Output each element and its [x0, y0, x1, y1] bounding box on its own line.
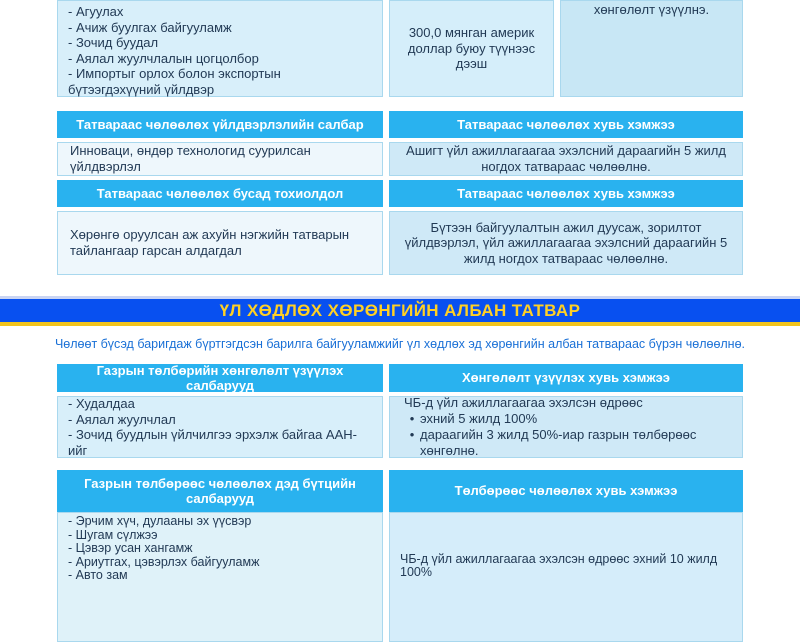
top-table-row [57, 0, 743, 97]
other-header-left: Татвараас чөлөөлөх бусад тохиолдол [57, 180, 383, 207]
list-item: - Ачиж буулгах байгууламж [68, 19, 232, 35]
bullet-text: дараагийн 3 жилд 50%-иар газрын төлбөрөөс хөнгөлнө. [420, 427, 697, 458]
section-note-text: Чөлөөт бүсэд баригдаж бүртгэгдсэн барилга байгууламжийг үл хөдлөх эд хөрөнгийн албан татвараас бүрэн чөлөөлнө. [54, 337, 746, 351]
industry-row-right [389, 142, 743, 176]
land-discount-table-row [57, 396, 743, 458]
other-row-right-text: Бүтээн байгуулалтын ажил дуусаж, зорилтот үйлдвэрлэл, үйл ажиллагаагаа эхэлсний дараагийн 5 жилд ногдох татвараас чөлөөлнө. [404, 219, 728, 266]
bullet-item [404, 411, 734, 427]
land-infra-row-right [389, 512, 743, 642]
land-discount-header-left: Газрын төлбөрийн хөнгөлөлт үзүүлэх салбарууд [57, 364, 383, 392]
industry-row-left-text: Инноваци, өндөр технологид суурилсан үйлдвэрлэл [70, 143, 311, 174]
list-item: - Худалдаа [68, 396, 135, 411]
section-banner [0, 296, 800, 326]
list-item: - Аялал жуулчлал [68, 411, 176, 427]
section-banner-title: ҮЛ ХӨДЛӨХ ХӨРӨНГИЙН АЛБАН ТАТВАР [219, 300, 581, 320]
list-item: - Цэвэр усан хангамж [68, 541, 193, 555]
list-item: - Авто зам [68, 568, 128, 582]
industry-row-right-text: Ашигт үйл ажиллагаагаа эхэлсний дараагийн 5 жилд ногдох татвараас чөлөөлнө. [406, 143, 726, 174]
list-item: - Зочид буудлын үйлчилгээ эрхэлж байгаа ААН-ийг [68, 427, 357, 458]
land-infra-row-right-text: ЧБ-д үйл ажиллагаагаа эхэлсэн өдрөөс эхний 10 жилд 100% [400, 552, 718, 579]
bullet-text: эхний 5 жилд 100% [420, 411, 538, 426]
bullet-icon: • [409, 411, 415, 426]
list-item: - Аялал жуулчлалын цогцолбор [68, 50, 259, 66]
industry-header-right: Татвараас чөлөөлөх хувь хэмжээ [389, 111, 743, 138]
land-discount-table-header [57, 364, 743, 392]
land-discount-header-right: Хөнгөлөлт үзүүлэх хувь хэмжээ [389, 364, 743, 392]
other-table-header [57, 180, 743, 207]
investment-amount-text: 300,0 мянган америк доллар буюу түүнээс дээш [407, 25, 536, 72]
list-item: - Импортыг орлох болон экспортын бүтээгдэхүүний үйлдвэр [68, 66, 281, 97]
industry-table-row [57, 142, 743, 176]
investment-amount-cell [389, 0, 554, 97]
land-infra-table-header [57, 470, 743, 512]
benefit-note-cell [560, 0, 743, 97]
list-item: - Шугам сүлжээ [68, 527, 158, 542]
land-infra-header-left: Газрын төлбөрөөс чөлөөлөх дэд бүтцийн салбарууд [57, 470, 383, 512]
list-item: - Агуулах [68, 4, 124, 19]
list-item: - Ариутгах, цэвэрлэх байгууламж [68, 554, 260, 569]
industry-row-left [57, 142, 383, 176]
bullet-icon: • [409, 427, 415, 442]
land-infra-row-left [57, 512, 383, 642]
land-discount-row-left [57, 396, 383, 458]
other-table-row [57, 211, 743, 275]
list-item: - Эрчим хүч, дулааны эх үүсвэр [68, 514, 252, 528]
industry-table-header [57, 111, 743, 138]
bullet-item [404, 427, 734, 459]
land-discount-row-right [389, 396, 743, 458]
top-sectors-cell [57, 0, 383, 97]
other-header-right: Татвараас чөлөөлөх хувь хэмжээ [389, 180, 743, 207]
list-item: - Зочид буудал [68, 35, 159, 50]
land-discount-intro: ЧБ-д үйл ажиллагаагаа эхэлсэн өдрөөс [404, 395, 643, 410]
other-row-right [389, 211, 743, 275]
industry-header-left: Татвараас чөлөөлөх үйлдвэрлэлийн салбар [57, 111, 383, 138]
land-infra-header-right: Төлбөрөөс чөлөөлөх хувь хэмжээ [389, 470, 743, 512]
other-row-left-text: Хөрөнгө оруулсан аж ахуйн нэгжийн татварын тайлангаар гарсан алдагдал [70, 227, 350, 258]
section-note [0, 336, 800, 352]
other-row-left [57, 211, 383, 275]
benefit-note-text: хөнгөлөлт үзүүлнэ. [593, 2, 710, 17]
land-infra-table-row [57, 512, 743, 642]
